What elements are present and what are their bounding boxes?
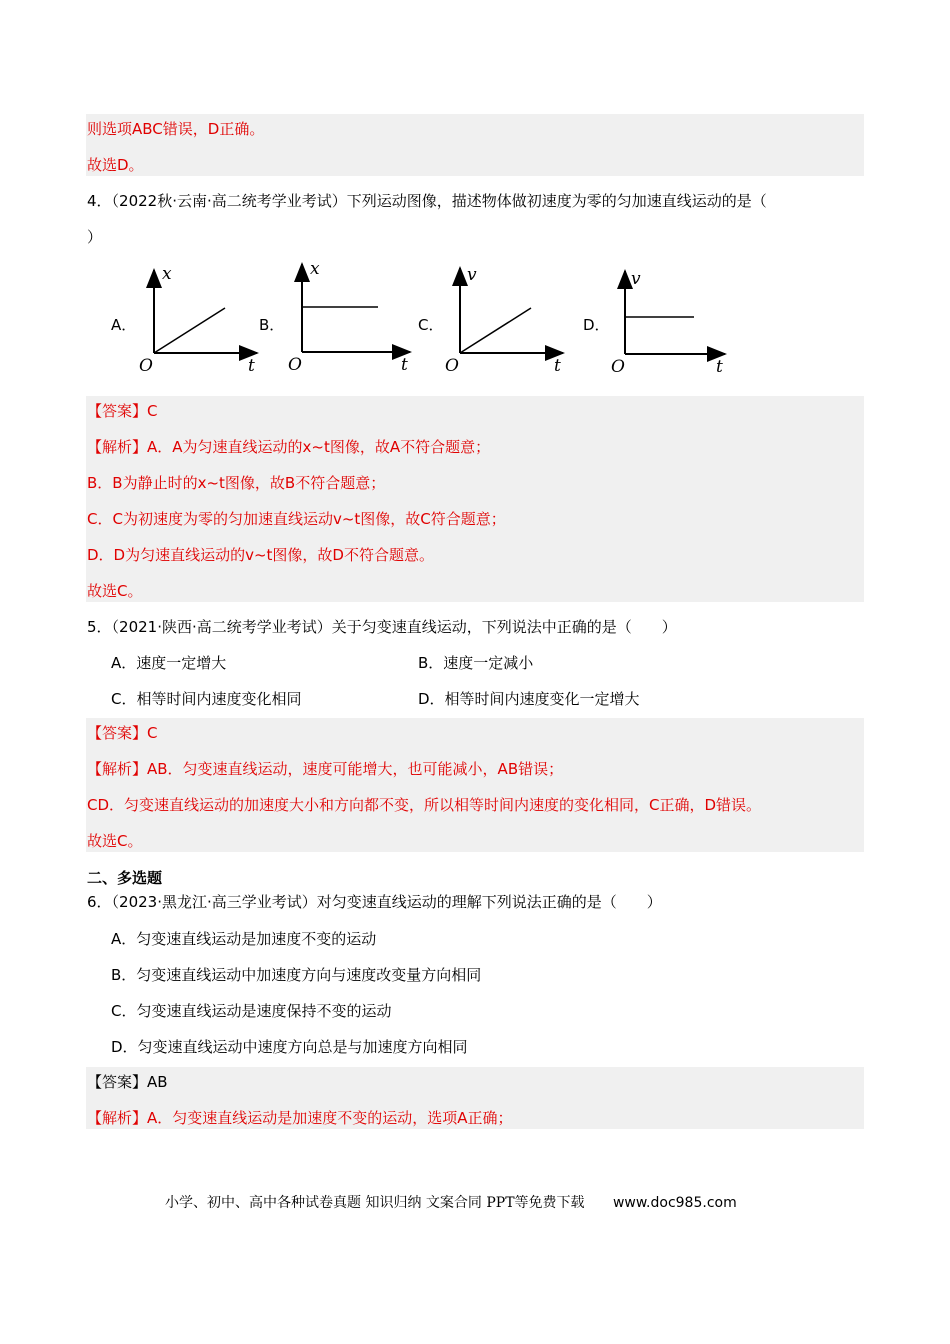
q4-graph-b-label: B． xyxy=(259,316,285,334)
q5-option-d: D．相等时间内速度变化一定增大 xyxy=(418,690,640,708)
q4-stem-end: ） xyxy=(87,228,103,246)
q5-answer: 【答案】C xyxy=(87,724,158,742)
q4-graph-c-label: C． xyxy=(418,316,444,334)
footer-url[interactable]: www.doc985.com xyxy=(612,1195,737,1211)
footer-text: 小学、初中、高中各种试卷真题 知识归纳 文案合同 PPT等免费下载 xyxy=(165,1195,585,1211)
graph-d-x-label: t xyxy=(716,357,723,377)
q5-stem: 5．（2021·陕西·高二统考学业考试）关于匀变速直线运动，下列说法中正确的是（ ） xyxy=(87,618,677,636)
graph-b-origin: O xyxy=(288,355,302,375)
q5-option-c: C．相等时间内速度变化相同 xyxy=(111,690,302,708)
q6-option-c: C．匀变速直线运动是速度保持不变的运动 xyxy=(111,1002,392,1020)
q5-analysis-cd: CD．匀变速直线运动的加速度大小和方向都不变，所以相等时间内速度的变化相同，C正确，D错误。 xyxy=(87,796,762,814)
q4-conclusion: 故选C。 xyxy=(87,582,143,600)
q5-conclusion: 故选C。 xyxy=(87,832,143,850)
q4-answer: 【答案】C xyxy=(87,402,158,420)
graph-b-y-label: x xyxy=(310,259,320,279)
q6-analysis-a: 【解析】A．匀变速直线运动是加速度不变的运动，选项A正确； xyxy=(87,1109,513,1127)
graph-c-origin: O xyxy=(445,356,459,376)
q4-analysis-a: 【解析】A．A为匀速直线运动的x~t图像，故A不符合题意； xyxy=(87,438,491,456)
graph-d-origin: O xyxy=(611,357,625,377)
q6-option-d: D．匀变速直线运动中速度方向总是与加速度方向相同 xyxy=(111,1038,468,1056)
q5-option-a: A．速度一定增大 xyxy=(111,654,227,672)
graph-b-x-label: t xyxy=(401,355,408,375)
prev-solution-conclusion: 故选D。 xyxy=(87,156,144,174)
prev-solution-line: 则选项ABC错误，D正确。 xyxy=(87,120,265,138)
q4-graph-d-label: D． xyxy=(583,316,610,334)
q5-option-b: B．速度一定减小 xyxy=(418,654,534,672)
q5-solution-block xyxy=(86,718,864,852)
q4-analysis-b: B．B为静止时的x~t图像，故B不符合题意； xyxy=(87,474,386,492)
q6-option-b: B．匀变速直线运动中加速度方向与速度改变量方向相同 xyxy=(111,966,482,984)
graph-c xyxy=(445,265,563,376)
q4-stem: 4．（2022秋·云南·高二统考学业考试）下列运动图像，描述物体做初速度为零的匀加速直线运动的是（ xyxy=(87,192,767,210)
page-footer xyxy=(165,1192,737,1212)
q4-solution-block xyxy=(86,396,864,602)
q6-option-a: A．匀变速直线运动是加速度不变的运动 xyxy=(111,930,377,948)
graph-a-x-label: t xyxy=(248,356,255,376)
section-heading: 二、多选题 xyxy=(87,869,163,887)
q6-answer: 【答案】AB xyxy=(87,1073,168,1091)
q4-graph-a-label: A． xyxy=(111,316,137,334)
graph-a-y-label: x xyxy=(162,264,172,284)
graph-a xyxy=(139,264,257,376)
q5-analysis-ab: 【解析】AB．匀变速直线运动，速度可能增大，也可能减小，AB错误； xyxy=(87,760,564,778)
q6-stem: 6．（2023·黑龙江·高三学业考试）对匀变速直线运动的理解下列说法正确的是（ ） xyxy=(87,893,662,911)
q4-analysis-c: C．C为初速度为零的匀加速直线运动v~t图像，故C符合题意； xyxy=(87,510,506,528)
graph-c-x-label: t xyxy=(554,356,561,376)
graph-c-y-label: v xyxy=(467,265,477,285)
graph-d-y-label: v xyxy=(631,269,641,289)
q4-analysis-d: D．D为匀速直线运动的v~t图像，故D不符合题意。 xyxy=(87,546,434,564)
graph-a-origin: O xyxy=(139,356,153,376)
graph-b xyxy=(288,259,410,375)
graph-d xyxy=(611,269,725,377)
